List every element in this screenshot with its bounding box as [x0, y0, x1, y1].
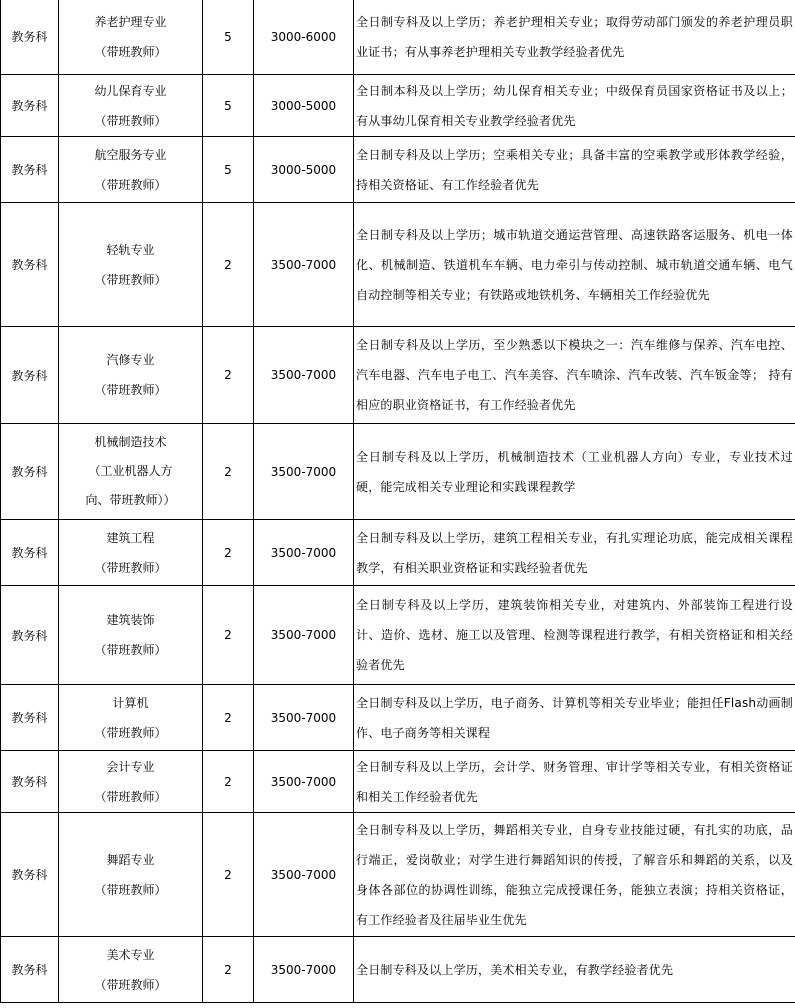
major-cell	[59, 203, 203, 327]
major-line: （带班教师）	[94, 383, 167, 397]
department-cell: 教务科	[1, 75, 59, 137]
major-line: （带班教师）	[94, 44, 167, 59]
major-line: （工业机器人方	[88, 464, 173, 478]
major-line: （带班教师）	[94, 882, 167, 897]
major-line: （带班教师）	[94, 113, 167, 128]
headcount-cell: 2	[203, 813, 254, 937]
major-line: （带班教师）	[94, 725, 167, 740]
requirement-cell: 全日制专科及以上学历，至少熟悉以下模块之一：汽车维修与保养、汽车电控、汽车电器、汽车电子电工、汽车美容、汽车喷涂、汽车改装、汽车钣金等； 持有相应的职业资格证书，有工作经验者优先	[354, 327, 795, 424]
department-cell: 教务科	[1, 424, 59, 520]
table-row	[1, 424, 795, 520]
salary-cell: 3500-7000	[254, 937, 354, 1003]
major-cell	[59, 75, 203, 137]
salary-cell: 3500-7000	[254, 424, 354, 520]
major-cell	[59, 520, 203, 586]
department-cell: 教务科	[1, 586, 59, 685]
requirement-cell: 全日制专科及以上学历，建筑装饰相关专业，对建筑内、外部装饰工程进行设计、造价、选材、施工以及管理、检测等课程进行教学，有相关资格证和相关经验者优先	[354, 586, 795, 685]
requirement-cell: 全日制专科及以上学历，舞蹈相关专业，自身专业技能过硬，有扎实的功底，品行端正，爱岗敬业；对学生进行舞蹈知识的传授，了解音乐和舞蹈的关系，以及身体各部位的协调性训练，能独立完成授课任务，能独立表演；持相关资格证，有工作经验者及往届毕业生优先	[354, 813, 795, 937]
headcount-cell: 2	[203, 586, 254, 685]
headcount-cell: 2	[203, 685, 254, 751]
major-line: 美术专业	[106, 947, 155, 962]
salary-cell: 3000-6000	[254, 0, 354, 75]
requirement-cell: 全日制专科及以上学历，建筑工程相关专业，有扎实理论功底，能完成相关课程教学，有相关职业资格证和实践经验者优先	[354, 520, 795, 586]
table-row	[1, 813, 795, 937]
table-row	[1, 0, 795, 75]
salary-cell: 3500-7000	[254, 813, 354, 937]
major-cell	[59, 813, 203, 937]
table-row	[1, 685, 795, 751]
salary-cell: 3000-5000	[254, 75, 354, 137]
major-cell	[59, 424, 203, 520]
major-cell	[59, 0, 203, 75]
major-line: （带班教师）	[94, 272, 167, 287]
headcount-cell: 5	[203, 0, 254, 75]
major-line: 汽修专业	[106, 353, 155, 367]
table-row	[1, 751, 795, 813]
major-line: 机械制造技术	[94, 435, 167, 449]
major-line: 幼儿保育专业	[94, 83, 167, 98]
salary-cell: 3500-7000	[254, 751, 354, 813]
major-line: 会计专业	[106, 759, 155, 774]
major-cell	[59, 937, 203, 1003]
major-line: （带班教师）	[94, 643, 167, 657]
requirement-cell: 全日制专科及以上学历；城市轨道交通运营管理、高速铁路客运服务、机电一体化、机械制造、铁道机车车辆、电力牵引与传动控制、城市轨道交通车辆、电气自动控制等相关专业；有铁路或地铁机务、车辆相关工作经验优先	[354, 203, 795, 327]
major-line: 向、带班教师））	[85, 493, 176, 507]
headcount-cell: 2	[203, 751, 254, 813]
headcount-cell: 2	[203, 203, 254, 327]
major-line: 轻轨专业	[106, 242, 155, 257]
headcount-cell: 2	[203, 520, 254, 586]
requirement-cell: 全日制专科及以上学历，会计学、财务管理、审计学等相关专业，有相关资格证和相关工作经验者优先	[354, 751, 795, 813]
requirement-cell: 全日制专科及以上学历，机械制造技术（工业机器人方向）专业，专业技术过硬，能完成相关专业理论和实践课程教学	[354, 424, 795, 520]
department-cell: 教务科	[1, 327, 59, 424]
department-cell: 教务科	[1, 203, 59, 327]
salary-cell: 3500-7000	[254, 520, 354, 586]
salary-cell: 3500-7000	[254, 586, 354, 685]
major-line: 航空服务专业	[94, 147, 167, 162]
headcount-cell: 2	[203, 937, 254, 1003]
department-cell: 教务科	[1, 0, 59, 75]
salary-cell: 3500-7000	[254, 203, 354, 327]
department-cell: 教务科	[1, 685, 59, 751]
major-cell	[59, 685, 203, 751]
table-row	[1, 75, 795, 137]
major-line: （带班教师）	[94, 560, 167, 575]
major-line: 计算机	[112, 695, 149, 710]
table-row	[1, 937, 795, 1003]
major-line: 养老护理专业	[94, 14, 167, 29]
requirement-cell: 全日制本科及以上学历；幼儿保育相关专业；中级保育员国家资格证书及以上；有从事幼儿保育相关专业教学经验者优先	[354, 75, 795, 137]
department-cell: 教务科	[1, 520, 59, 586]
major-cell	[59, 751, 203, 813]
headcount-cell: 5	[203, 137, 254, 203]
major-cell	[59, 586, 203, 685]
requirement-cell: 全日制专科及以上学历；养老护理相关专业；取得劳动部门颁发的养老护理员职业证书；有从事养老护理相关专业教学经验者优先	[354, 0, 795, 75]
major-line: （带班教师）	[94, 789, 167, 804]
major-line: （带班教师）	[94, 177, 167, 192]
requirement-cell: 全日制专科及以上学历，美术相关专业，有教学经验者优先	[354, 937, 795, 1003]
major-line: 舞蹈专业	[106, 852, 155, 867]
salary-cell: 3500-7000	[254, 327, 354, 424]
table-row	[1, 520, 795, 586]
salary-cell: 3000-5000	[254, 137, 354, 203]
major-cell	[59, 137, 203, 203]
requirement-cell: 全日制专科及以上学历；空乘相关专业；具备丰富的空乘教学或形体教学经验，持相关资格证、有工作经验者优先	[354, 137, 795, 203]
table-row	[1, 203, 795, 327]
table-row	[1, 327, 795, 424]
major-line: 建筑装饰	[106, 613, 155, 627]
requirement-cell: 全日制专科及以上学历，电子商务、计算机等相关专业毕业；能担任Flash动画制作、电子商务等相关课程	[354, 685, 795, 751]
table-row	[1, 137, 795, 203]
department-cell: 教务科	[1, 937, 59, 1003]
salary-cell: 3500-7000	[254, 685, 354, 751]
department-cell: 教务科	[1, 137, 59, 203]
table-row	[1, 586, 795, 685]
department-cell: 教务科	[1, 751, 59, 813]
major-line: 建筑工程	[106, 530, 155, 545]
headcount-cell: 2	[203, 327, 254, 424]
department-cell: 教务科	[1, 813, 59, 937]
headcount-cell: 2	[203, 424, 254, 520]
headcount-cell: 5	[203, 75, 254, 137]
major-cell	[59, 327, 203, 424]
major-line: （带班教师）	[94, 977, 167, 992]
